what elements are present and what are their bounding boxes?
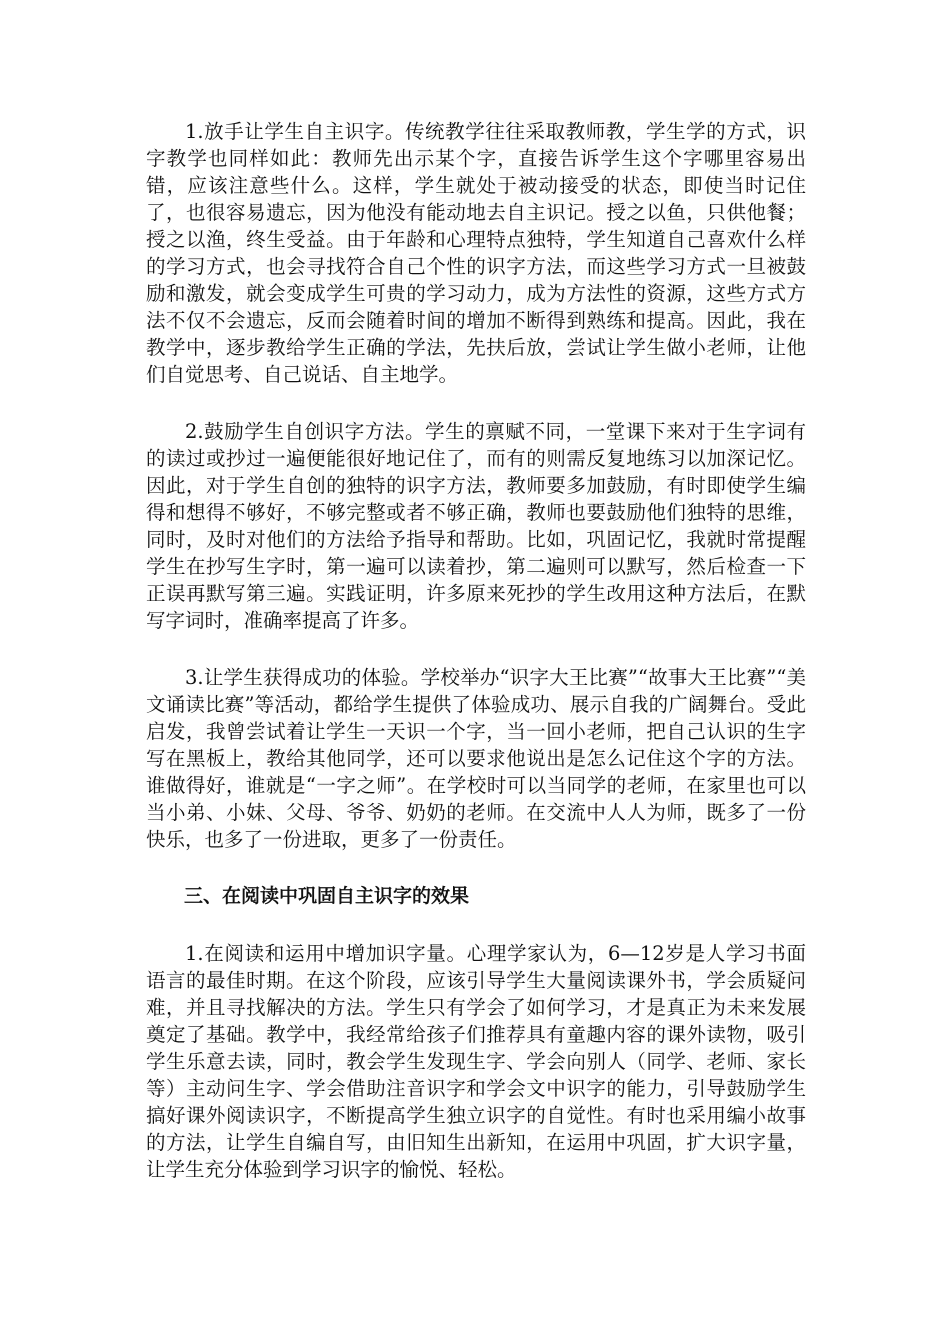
document-page [146, 118, 806, 1213]
paragraph-3: 3.让学生获得成功的体验。学校举办“识字大王比赛”“故事大王比赛”“美文诵读比赛”等活动，都给学生提供了体验成功、展示自我的广阔舞台。受此启发，我曾尝试着让学生一天识一个字，当一回小老师，把自己认识的生字写在黑板上，教给其他同学，还可以要求他说出是怎么记住这个字的方法。谁做得好，谁就是“一字之师”。在学校时可以当同学的老师，在家里也可以当小弟、小妹、父母、爷爷、奶奶的老师。在交流中人人为师，既多了一份快乐，也多了一份进取，更多了一份责任。 [146, 666, 806, 851]
paragraph-2: 2.鼓励学生自创识字方法。学生的禀赋不同，一堂课下来对于生字词有的读过或抄过一遍便能很好地记住了，而有的则需反复地练习以加深记忆。因此，对于学生自创的独特的识字方法，教师要多加鼓励，有时即使学生编得和想得不够好，不够完整或者不够正确，教师也要鼓励他们独特的思维，同时，及时对他们的方法给予指导和帮助。比如，巩固记忆，我就时常提醒学生在抄写生字时，第一遍可以读着抄，第二遍则可以默写，然后检查一下正误再默写第三遍。实践证明，许多原来死抄的学生改用这种方法后，在默写字词时，准确率提高了许多。 [146, 420, 806, 632]
section-paragraph-1: 1.在阅读和运用中增加识字量。心理学家认为，6—12岁是人学习书面语言的最佳时期。在这个阶段，应该引导学生大量阅读课外书，学会质疑问难，并且寻找解决的方法。学生只有学会了如何学习，才是真正为未来发展奠定了基础。教学中，我经常给孩子们推荐具有童趣内容的课外读物，吸引学生乐意去读，同时，教会学生发现生字、学会向别人（同学、老师、家长等）主动问生字、学会借助注音识字和学会文中识字的能力，引导鼓励学生搞好课外阅读识字，不断提高学生独立识字的自觉性。有时也采用编小故事的方法，让学生自编自写，由旧知生出新知，在运用中巩固，扩大识字量，让学生充分体验到学习识字的愉悦、轻松。 [146, 942, 806, 1181]
paragraph-1: 1.放手让学生自主识字。传统教学往往采取教师教，学生学的方式，识字教学也同样如此：教师先出示某个字，直接告诉学生这个字哪里容易出错，应该注意些什么。这样，学生就处于被动接受的状态，即使当时记住了，也很容易遗忘，因为他没有能动地去自主识记。授之以鱼，只供他餐；授之以渔，终生受益。由于年龄和心理特点独特，学生知道自己喜欢什么样的学习方式，也会寻找符合自己个性的识字方法，而这些学习方式一旦被鼓励和激发，就会变成学生可贵的学习动力，成为方法性的资源，这些方式方法不仅不会遗忘，反而会随着时间的增加不断得到熟练和提高。因此，我在教学中，逐步教给学生正确的学法，先扶后放，尝试让学生做小老师，让他们自觉思考、自己说话、自主地学。 [146, 120, 806, 386]
section-heading: 三、在阅读中巩固自主识字的效果 [184, 885, 470, 907]
